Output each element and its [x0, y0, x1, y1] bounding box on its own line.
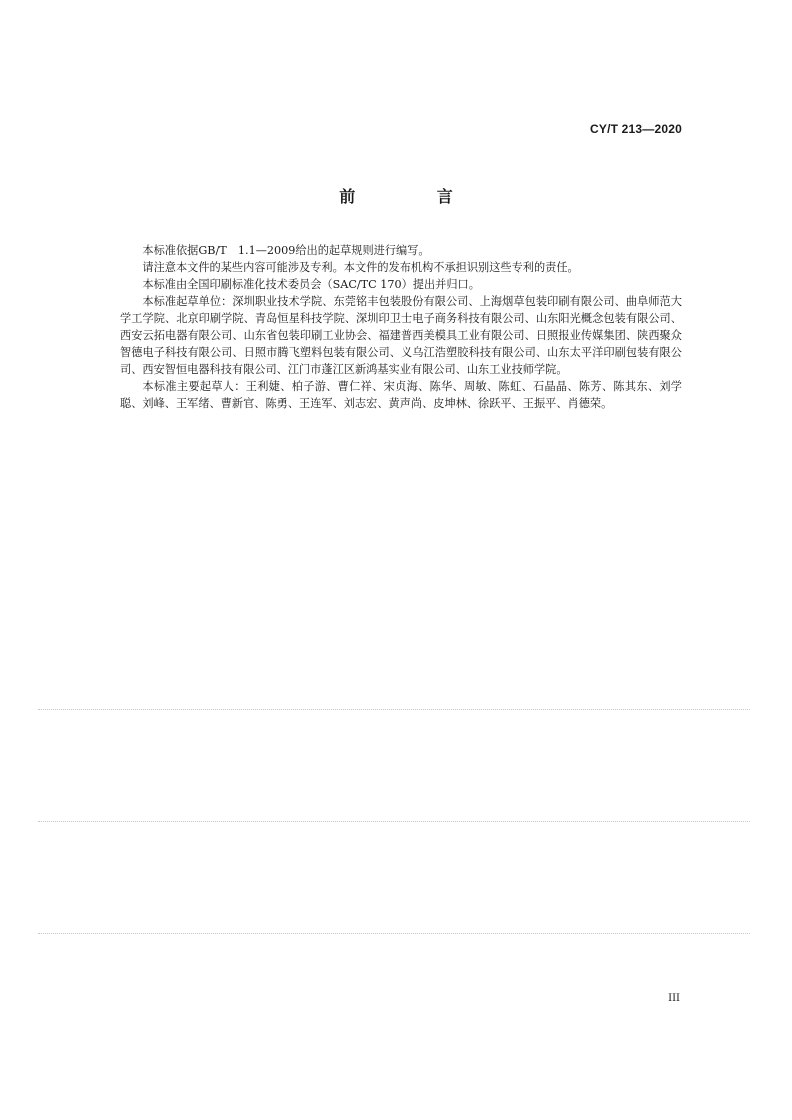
paragraph-drafting-units: 本标准起草单位：深圳职业技术学院、东莞铭丰包装股份有限公司、上海烟草包装印刷有限公司、曲阜师范大学工学院、北京印刷学院、青岛恒星科技学院、深圳印卫士电子商务科技有限公司、山东阳光概念包装有限公司、西安云拓电器有限公司、山东省包装印刷工业协会、福建普西美模具工业有限公司、日照报业传媒集团、陕西聚众智德电子科技有限公司、日照市腾飞塑料包装有限公司、义乌江浩塑胶科技有限公司、山东太平洋印刷包装有限公司、西安智恒电器科技有限公司、江门市蓬江区新鸿基实业有限公司、山东工业技师学院。 [120, 295, 682, 376]
page-number: III [668, 993, 680, 1004]
paragraph-drafters: 本标准主要起草人：王利婕、柏子游、曹仁祥、宋贞海、陈华、周敏、陈虹、石晶晶、陈芳、陈其东、刘学聪、刘峰、王军绪、曹新官、陈勇、王连军、刘志宏、黄声尚、皮坤林、徐跃平、王振平、肖德荣。 [120, 380, 682, 410]
divider-line [38, 821, 750, 822]
page-title: 前 言 [339, 187, 491, 206]
paragraph-drafting-rules: 本标准依据GB/T 1.1—2009给出的起草规则进行编写。 [142, 244, 430, 257]
paragraph-patent-notice: 请注意本文件的某些内容可能涉及专利。本文件的发布机构不承担识别这些专利的责任。 [142, 261, 579, 274]
divider-line [38, 933, 750, 934]
paragraph-proposer: 本标准由全国印刷标准化技术委员会（SAC/TC 170）提出并归口。 [142, 278, 480, 291]
preface-body [120, 242, 682, 412]
divider-line [38, 709, 750, 710]
standard-code: CY/T 213—2020 [590, 122, 682, 136]
